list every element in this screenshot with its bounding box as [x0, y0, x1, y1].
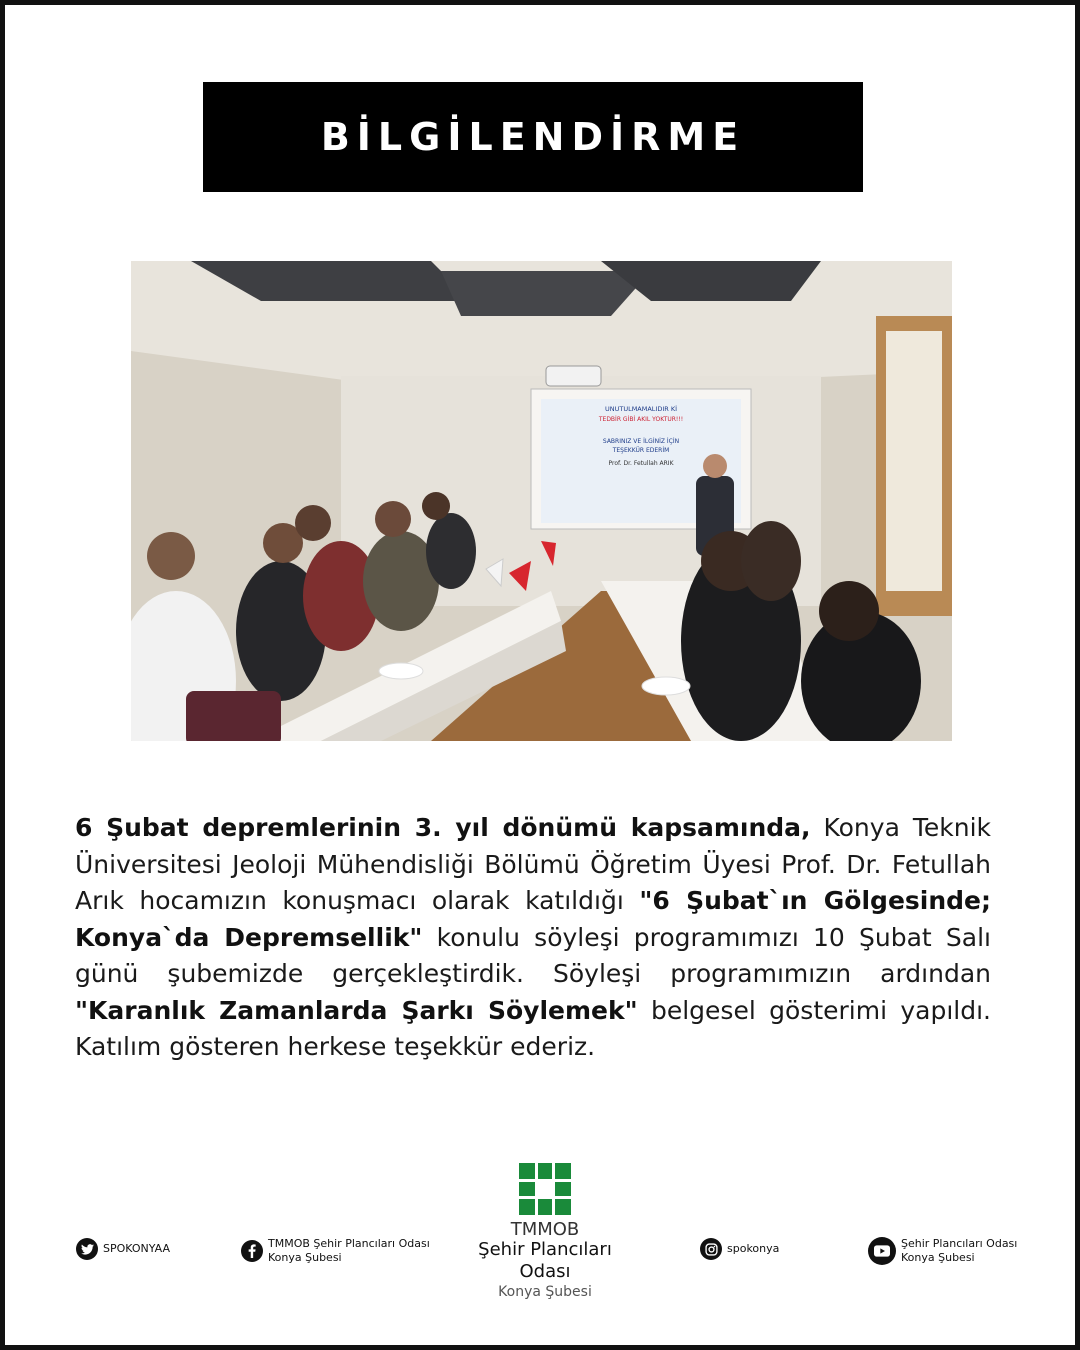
slide-line-3: SABRINIZ VE İLGİNİZ İÇİN — [602, 438, 680, 445]
intro-bold: 6 Şubat depremlerinin 3. yıl dönümü kapsamında, — [75, 813, 811, 842]
youtube-name-line2: Konya Şubesi — [901, 1251, 975, 1264]
event-title-bold: "6 Şubat`ın Gölgesinde; Konya`da Depremsellik" — [75, 886, 991, 952]
footer-instagram[interactable] — [700, 1238, 779, 1260]
body-text-1: Konya Teknik Üniversitesi Jeoloji Mühendisliği Bölümü Öğretim Üyesi Prof. Dr. Fetullah Arık hocamızın konuşmacı olarak katıldığı — [75, 813, 991, 915]
logo-tmmob: TMMOB — [510, 1219, 580, 1240]
youtube-name-line1: Şehir Plancıları Odası — [901, 1237, 1018, 1250]
facebook-name-line1: TMMOB Şehir Plancıları Odası — [268, 1237, 430, 1250]
body-text-2: konulu söyleşi programımızı 10 Şubat Salı günü şubemizde gerçekleştirdik. Söyleşi programımızın ardından — [75, 922, 991, 988]
footer-twitter[interactable] — [76, 1238, 170, 1260]
organization-logo — [455, 1163, 635, 1301]
body-text-3: belgesel gösterimi yapıldı. Katılım gösteren herkese teşekkür ederiz. — [75, 995, 991, 1061]
slide-line-1: UNUTULMAMALIDIR Kİ — [604, 405, 678, 413]
event-photo — [131, 261, 952, 741]
instagram-icon — [700, 1238, 722, 1260]
slide-line-5: Prof. Dr. Fetullah ARIK — [608, 460, 674, 467]
footer-facebook[interactable] — [241, 1237, 430, 1265]
title-banner — [203, 82, 863, 192]
description-paragraph — [75, 810, 991, 1066]
facebook-icon — [241, 1240, 263, 1262]
twitter-handle: SPOKONYAA — [103, 1242, 170, 1255]
page-title: BİLGİLENDİRME — [320, 115, 746, 159]
spo-logo-icon — [519, 1163, 571, 1215]
slide-line-4: TEŞEKKÜR EDERİM — [612, 447, 670, 454]
logo-branch: Konya Şubesi — [498, 1284, 592, 1300]
documentary-title-bold: "Karanlık Zamanlarda Şarkı Söylemek" — [75, 995, 638, 1025]
twitter-icon — [76, 1238, 98, 1260]
footer-youtube[interactable] — [868, 1237, 1017, 1265]
logo-org-name: Şehir Plancıları Odası — [478, 1239, 612, 1282]
youtube-icon — [868, 1237, 896, 1265]
facebook-name-line2: Konya Şubesi — [268, 1251, 342, 1264]
instagram-handle: spokonya — [727, 1242, 780, 1255]
slide-line-2: TEDBİR GİBİ AKIL YOKTUR!!! — [598, 416, 684, 423]
